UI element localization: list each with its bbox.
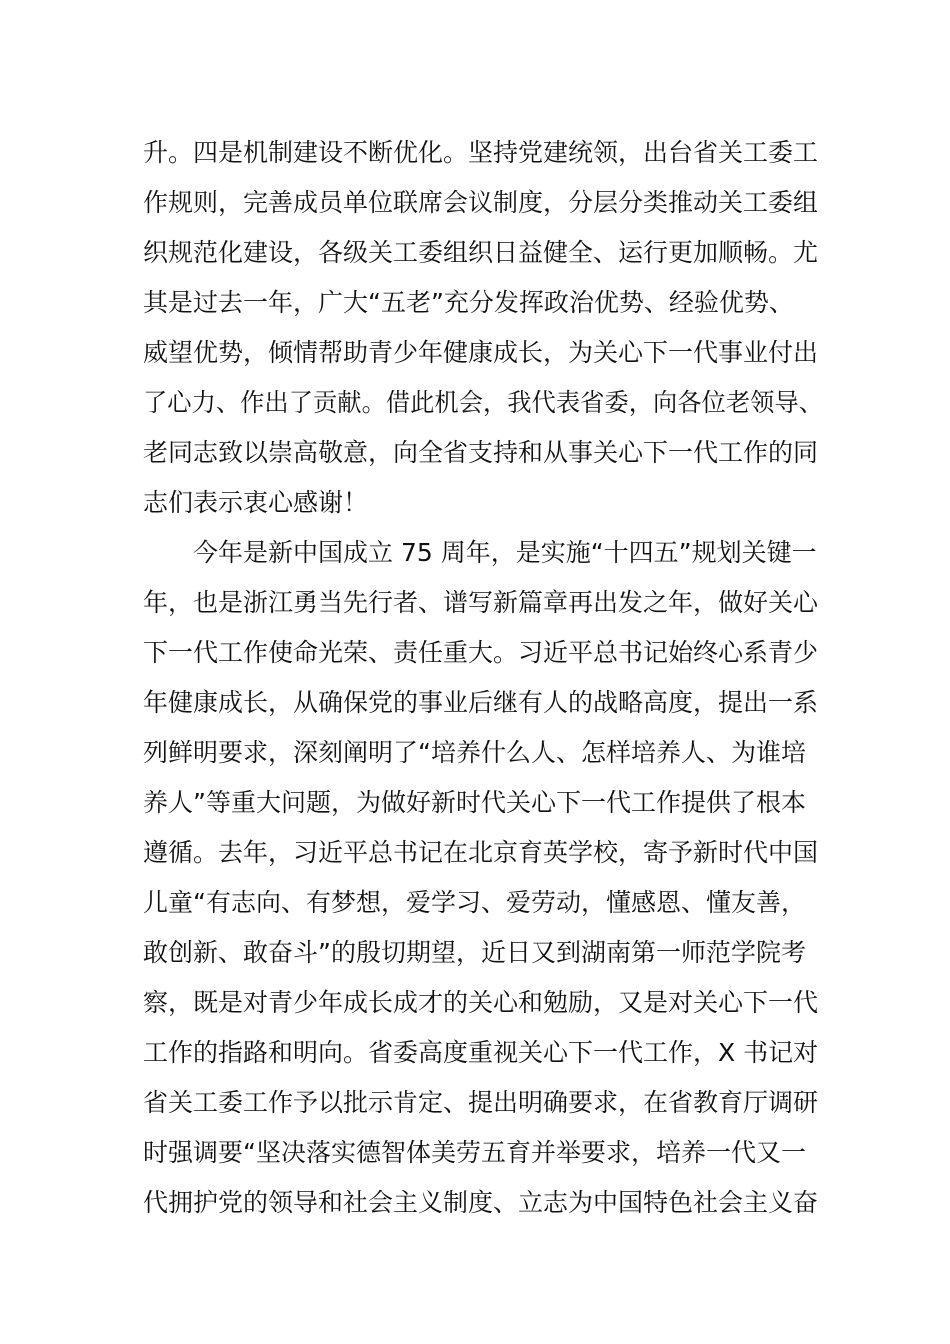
- line-text: 遵循。去年，习近平总书记在北京育英学校，寄予新时代中国: [143, 838, 819, 867]
- paragraph: [143, 528, 823, 1228]
- line-text: 敢创新、敢奋斗”的殷切期望，近日又到湖南第一师范学院考: [143, 938, 806, 967]
- text-line: [143, 1178, 823, 1228]
- text-line: [143, 178, 823, 228]
- line-text: 养人”等重大问题，为做好新时代关心下一代工作提供了根本: [143, 788, 806, 817]
- text-line: [143, 578, 823, 628]
- line-text: 工作的指路和明向。省委高度重视关心下一代工作，X 书记对: [143, 1038, 819, 1067]
- text-line: [143, 778, 823, 828]
- text-line: [143, 128, 823, 178]
- line-text: 年，也是浙江勇当先行者、谱写新篇章再出发之年，做好关心: [143, 588, 819, 617]
- text-line-first-indented: [143, 528, 823, 578]
- line-text: 了心力、作出了贡献。借此机会，我代表省委，向各位老领导、: [143, 388, 823, 417]
- line-text: 察，既是对青少年成长成才的关心和勉励，又是对关心下一代: [143, 988, 819, 1017]
- line-text: 其是过去一年，广大“五老”充分发挥政治优势、经验优势、: [143, 288, 794, 317]
- text-line: [143, 728, 823, 778]
- line-text: 代拥护党的领导和社会主义制度、立志为中国特色社会主义奋: [143, 1188, 819, 1217]
- text-line: [143, 378, 823, 428]
- text-line: [143, 478, 823, 528]
- text-line: [143, 978, 823, 1028]
- text-line: [143, 1078, 823, 1128]
- line-text: 作规则，完善成员单位联席会议制度，分层分类推动关工委组: [143, 188, 819, 217]
- document-body: [143, 128, 823, 1228]
- line-text: 年健康成长，从确保党的事业后继有人的战略高度，提出一系: [143, 688, 819, 717]
- line-text: 老同志致以崇高敬意，向全省支持和从事关心下一代工作的同: [143, 438, 819, 467]
- text-line: [143, 228, 823, 278]
- text-line: [143, 878, 823, 928]
- line-text: 威望优势，倾情帮助青少年健康成长，为关心下一代事业付出: [143, 338, 819, 367]
- text-line: [143, 928, 823, 978]
- text-line: [143, 278, 823, 328]
- line-text: 儿童“有志向、有梦想，爱学习、爱劳动，懂感恩、懂友善，: [143, 888, 806, 917]
- line-text: 织规范化建设，各级关工委组织日益健全、运行更加顺畅。尤: [143, 238, 819, 267]
- text-line: [143, 628, 823, 678]
- line-text: 志们表示衷心感谢！: [143, 488, 369, 517]
- line-text: 列鲜明要求，深刻阐明了“培养什么人、怎样培养人、为谁培: [143, 738, 806, 767]
- text-line: [143, 1028, 823, 1078]
- text-line: [143, 678, 823, 728]
- line-text: 今年是新中国成立 75 周年，是实施“十四五”规划关键一: [193, 538, 817, 567]
- line-text: 下一代工作使命光荣、责任重大。习近平总书记始终心系青少: [143, 638, 819, 667]
- text-line: [143, 328, 823, 378]
- text-line: [143, 1128, 823, 1178]
- line-text: 省关工委工作予以批示肯定、提出明确要求，在省教育厅调研: [143, 1088, 819, 1117]
- line-text: 时强调要“坚决落实德智体美劳五育并举要求，培养一代又一: [143, 1138, 806, 1167]
- text-line: [143, 428, 823, 478]
- text-line: [143, 828, 823, 878]
- paragraph: [143, 128, 823, 528]
- line-text: 升。四是机制建设不断优化。坚持党建统领，出台省关工委工: [143, 138, 819, 167]
